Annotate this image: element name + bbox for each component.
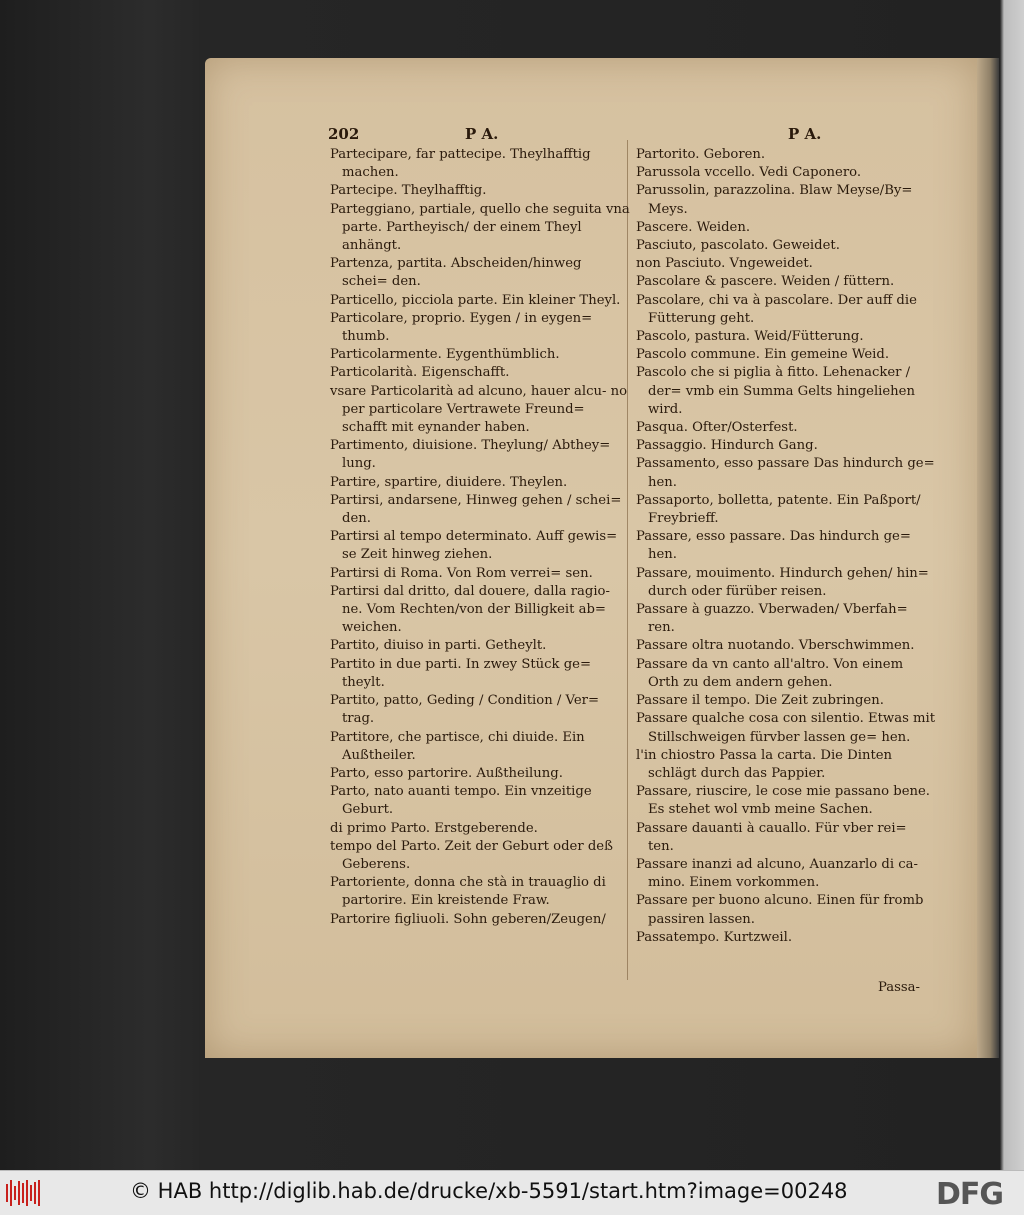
- left-column: [330, 146, 630, 929]
- dictionary-entry: Parto, esso partorire. Außtheilung.: [330, 765, 563, 781]
- dictionary-entry: Pasciuto, pascolato. Geweidet.: [636, 238, 840, 254]
- running-head-right: P A.: [788, 125, 822, 143]
- dictionary-entry: Passamento, esso passare Das hindurch ge= hen.: [636, 456, 935, 490]
- dictionary-entry: Particello, picciola parte. Ein kleiner Theyl.: [330, 292, 621, 308]
- dictionary-entry: Partecipe. Theylhafftig.: [330, 183, 487, 199]
- dictionary-entry: Pascolo, pastura. Weid/Fütterung.: [636, 329, 864, 345]
- dictionary-entry: Passare, mouimento. Hindurch gehen/ hin= durch oder fürüber reisen.: [636, 565, 929, 599]
- dictionary-entry: Parto, nato auanti tempo. Ein vnzeitige Geburt.: [330, 784, 592, 818]
- dictionary-entry: Particolare, proprio. Eygen / in eygen= thumb.: [330, 310, 593, 345]
- dictionary-entry: Passaporto, bolletta, patente. Ein Paßport/ Freybrieff.: [636, 492, 921, 527]
- dfg-logo: DFG: [936, 1177, 1004, 1212]
- dictionary-entry: Partirsi dal dritto, dal douere, dalla ragio- ne. Vom Rechten/von der Billigkeit ab= weichen.: [330, 583, 610, 636]
- dictionary-entry: Parussolin, parazzolina. Blaw Meyse/By= Meys.: [636, 183, 913, 217]
- footer-bar: [0, 1170, 1024, 1215]
- catchword: Passa-: [878, 980, 920, 995]
- dictionary-entry: Passare, riuscire, le cose mie passano bene. Es stehet wol vmb meine Sachen.: [636, 784, 930, 818]
- right-column: [636, 146, 936, 947]
- dictionary-entry: Passare qualche cosa con silentio. Etwas mit Stillschweigen fürvber lassen ge= hen.: [636, 711, 936, 745]
- dictionary-entry: Partirsi di Roma. Von Rom verrei= sen.: [330, 565, 593, 581]
- dictionary-entry: Partirsi, andarsene, Hinweg gehen / schei= den.: [330, 492, 622, 527]
- dictionary-entry: Pascolo commune. Ein gemeine Weid.: [636, 347, 890, 363]
- dictionary-entry: Parteggiano, partiale, quello che seguita vna parte. Partheyisch/ der einem Theyl anhängt.: [330, 201, 630, 254]
- dictionary-entry: Passare dauanti à cauallo. Für vber rei= ten.: [636, 820, 907, 854]
- dictionary-entry: Particolarità. Eigenschafft.: [330, 365, 510, 381]
- dictionary-entry: Partito, patto, Geding / Condition / Ver= trag.: [330, 693, 600, 727]
- page-edge: [977, 58, 999, 1058]
- dictionary-entry: Partecipare, far pattecipe. Theylhafftig machen.: [330, 147, 591, 181]
- dictionary-entry: Partoriente, donna che stà in trauaglio di partorire. Ein kreistende Fraw.: [330, 875, 606, 909]
- dictionary-entry: non Pasciuto. Vngeweidet.: [636, 256, 813, 272]
- dictionary-entry: Partorito. Geboren.: [636, 147, 766, 162]
- running-head-left: P A.: [465, 125, 499, 143]
- dictionary-entry: Particolarmente. Eygenthümblich.: [330, 347, 560, 363]
- dictionary-entry: Pascolare, chi va à pascolare. Der auff die Fütterung geht.: [636, 292, 917, 326]
- dictionary-entry: Partimento, diuisione. Theylung/ Abthey= lung.: [330, 438, 611, 472]
- dictionary-entry: Passare, esso passare. Das hindurch ge= hen.: [636, 529, 911, 563]
- dictionary-entry: Pascolo che si piglia à fitto. Lehenacker / der= vmb ein Summa Gelts hingeliehen wird.: [636, 365, 915, 417]
- dictionary-entry: Partenza, partita. Abscheiden/hinweg schei= den.: [330, 256, 582, 290]
- dictionary-entry: Partitore, che partisce, chi diuide. Ein Außtheiler.: [330, 729, 585, 763]
- dictionary-entry: Passare da vn canto all'altro. Von einem Orth zu dem andern gehen.: [636, 656, 904, 690]
- dictionary-entry: vsare Particolarità ad alcuno, hauer alcu- no per particolare Vertrawete Freund= schafft mit eynander haben.: [330, 383, 628, 436]
- dictionary-entry: l'in chiostro Passa la carta. Die Dinten schlägt durch das Pappier.: [636, 747, 893, 781]
- dictionary-entry: Passaggio. Hindurch Gang.: [636, 438, 818, 454]
- dictionary-entry: Parussola vccello. Vedi Caponero.: [636, 165, 862, 181]
- footer-permalink[interactable]: © HAB http://diglib.hab.de/drucke/xb-5591/start.htm?image=00248: [130, 1179, 848, 1203]
- dictionary-entry: Partito, diuiso in parti. Getheylt.: [330, 638, 547, 654]
- dictionary-entry: Passatempo. Kurtzweil.: [636, 929, 793, 945]
- dictionary-entry: Passare oltra nuotando. Vberschwimmen.: [636, 638, 915, 654]
- dictionary-entry: tempo del Parto. Zeit der Geburt oder deß Geberens.: [330, 838, 613, 872]
- dictionary-entry: Passare per buono alcuno. Einen für fromb passiren lassen.: [636, 893, 924, 927]
- dictionary-entry: Partito in due parti. In zwey Stück ge= theylt.: [330, 656, 592, 690]
- dictionary-entry: Pascolare & pascere. Weiden / füttern.: [636, 274, 895, 290]
- dictionary-entry: Passare inanzi ad alcuno, Auanzarlo di ca- mino. Einem vorkommen.: [636, 856, 918, 891]
- dictionary-entry: Passare il tempo. Die Zeit zubringen.: [636, 693, 884, 709]
- page-number: 202: [328, 125, 360, 143]
- dictionary-entry: Partire, spartire, diuidere. Theylen.: [330, 474, 568, 490]
- dictionary-entry: Partirsi al tempo determinato. Auff gewis= se Zeit hinweg ziehen.: [330, 529, 618, 563]
- hab-logo-icon: [6, 1179, 44, 1207]
- dictionary-entry: Pasqua. Ofter/Osterfest.: [636, 420, 798, 436]
- dictionary-entry: di primo Parto. Erstgeberende.: [330, 820, 538, 836]
- dictionary-entry: Pascere. Weiden.: [636, 219, 751, 235]
- dictionary-entry: Passare à guazzo. Vberwaden/ Vberfah= ren.: [636, 602, 908, 636]
- dictionary-entry: Partorire figliuoli. Sohn geberen/Zeugen/: [330, 911, 606, 927]
